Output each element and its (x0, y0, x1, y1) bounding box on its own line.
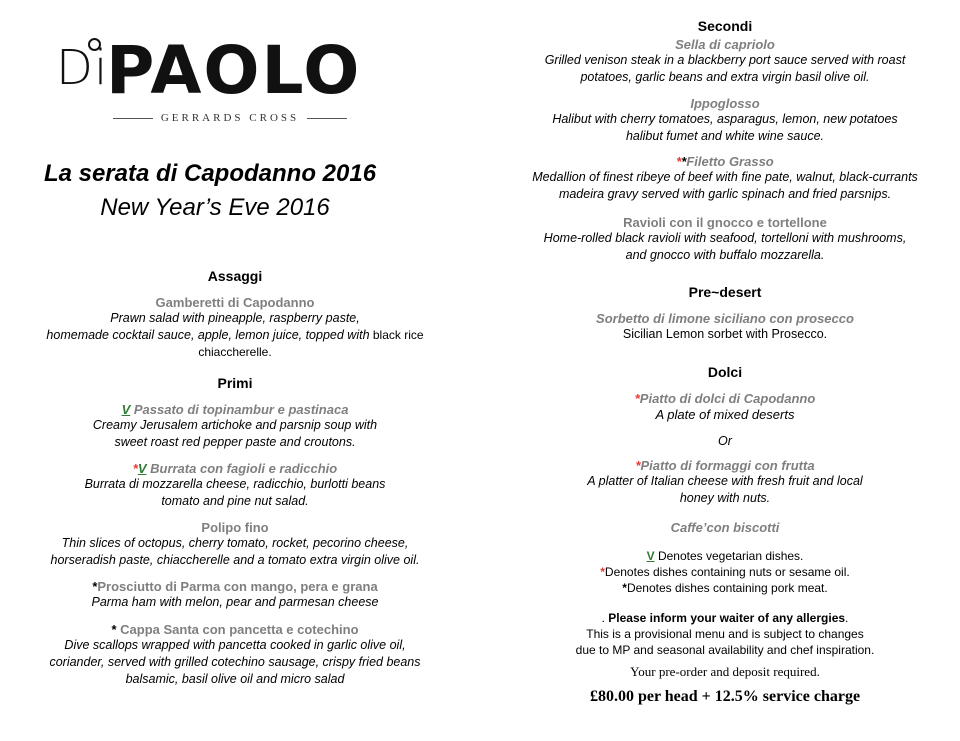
dish-name: Polipo fino (201, 520, 269, 535)
logo-di: Di (56, 40, 109, 96)
provisional-note-2: due to MP and seasonal availability and chef inspiration. (575, 643, 875, 657)
dolci-section (490, 364, 960, 380)
allergy-note: . Please inform your waiter of any allergies. (601, 611, 849, 625)
legend-vegetarian: V Denotes vegetarian dishes. (646, 549, 804, 563)
section-heading: Dolci (707, 364, 743, 380)
dish-desc: Burrata di mozzarella cheese, radicchio, burlotti beans tomato and pine nut salad. (84, 477, 386, 508)
legend-pork: *Denotes dishes containing pork meat. (622, 581, 828, 595)
preorder-note: Your pre-order and deposit required. (630, 664, 820, 679)
dish-desc: Thin slices of octopus, cherry tomato, rocket, pecorino cheese, horseradish paste, chiaccherelle and a tomato extra virgin olive oil. (50, 536, 420, 567)
dish-desc: Home-rolled black ravioli with seafood, tortelloni with mushrooms, and gnocco with buffalo mozzarella. (543, 231, 907, 262)
dolci-item (490, 391, 960, 423)
dish-name: Gamberetti di Capodanno (155, 295, 315, 310)
dish-name: Sorbetto di limone siciliano con prosecco (596, 311, 854, 326)
secondi-item (490, 215, 960, 264)
dish-desc: Creamy Jerusalem artichoke and parsnip soup with sweet roast red pepper paste and croutons. (92, 418, 378, 449)
dish-desc: Dive scallops wrapped with pancetta cooked in garlic olive oil, coriander, served with grilled cotechino sausage, crispy fried beans balsamic, basil olive oil and micro salad (49, 638, 421, 686)
dish-name: **Filetto Grasso (676, 154, 774, 169)
restaurant-logo (56, 32, 376, 126)
dish-desc: Parma ham with melon, pear and parmesan cheese (91, 595, 379, 609)
section-heading: Secondi (697, 18, 753, 34)
title-english: New Year’s Eve 2016 (100, 194, 330, 221)
primi-item (0, 402, 470, 451)
primi-item (0, 461, 470, 510)
logo-dot-icon (88, 38, 101, 51)
dish-desc: Halibut with cherry tomatoes, asparagus, lemon, new potatoes halibut fumet and white wine sauce. (552, 112, 898, 143)
dish-name: *Prosciutto di Parma con mango, pera e grana (92, 579, 378, 594)
section-heading: Primi (217, 375, 253, 391)
or-separator: Or (718, 434, 732, 448)
info-block (490, 610, 960, 658)
section-heading: Assaggi (207, 268, 263, 284)
section-heading: Pre~desert (688, 284, 762, 300)
dish-name: V Passato di topinambur e pastinaca (121, 402, 349, 417)
dish-name: *Piatto di formaggi con frutta (635, 458, 815, 473)
title-italian: La serata di Capodanno 2016 (43, 160, 377, 187)
dish-name: * Cappa Santa con pancetta e cotechino (111, 622, 359, 637)
dish-name: Ippoglosso (690, 96, 760, 111)
dish-desc: Sicilian Lemon sorbet with Prosecco. (622, 327, 828, 341)
predessert-item (490, 311, 960, 343)
primi-item (0, 622, 470, 688)
assaggi-section (0, 268, 470, 284)
dish-desc: A platter of Italian cheese with fresh fruit and local honey with nuts. (587, 474, 863, 505)
coffee-item: Caffe’con biscotti (670, 520, 780, 535)
secondi-item (490, 96, 960, 145)
primi-section (0, 375, 470, 391)
assaggi-dish (0, 295, 470, 361)
price: £80.00 per head + 12.5% service charge (589, 688, 861, 705)
dish-name: *Piatto di dolci di Capodanno (634, 391, 816, 406)
predessert-section (490, 284, 960, 300)
logo-location: GERRARDS CROSS (90, 112, 370, 124)
secondi-item (490, 37, 960, 86)
dish-desc: Prawn salad with pineapple, raspberry paste, homemade cocktail sauce, apple, lemon juice, topped with black rice chiaccherelle. (46, 311, 424, 359)
secondi-item (490, 154, 960, 203)
legend-nuts: *Denotes dishes containing nuts or sesame oil. (600, 565, 850, 579)
dish-desc: Grilled venison steak in a blackberry port sauce served with roast potatoes, garlic beans and extra virgin basil olive oil. (544, 53, 906, 84)
dish-desc: Medallion of finest ribeye of beef with fine pate, walnut, black-currants madeira gravy served with garlic spinach and fried parsnips. (532, 170, 918, 201)
dish-name: Sella di capriolo (675, 37, 775, 52)
legend (490, 548, 960, 596)
dish-name: *V Burrata con fagioli e radicchio (132, 461, 338, 476)
dolci-item (490, 458, 960, 507)
secondi-section (490, 18, 960, 34)
dish-desc: A plate of mixed deserts (655, 407, 795, 422)
provisional-note-1: This is a provisional menu and is subject to changes (586, 627, 864, 641)
logo-name: PAOLO (106, 32, 362, 109)
primi-item (0, 579, 470, 611)
dish-name: Ravioli con il gnocco e tortellone (623, 215, 827, 230)
primi-item (0, 520, 470, 569)
